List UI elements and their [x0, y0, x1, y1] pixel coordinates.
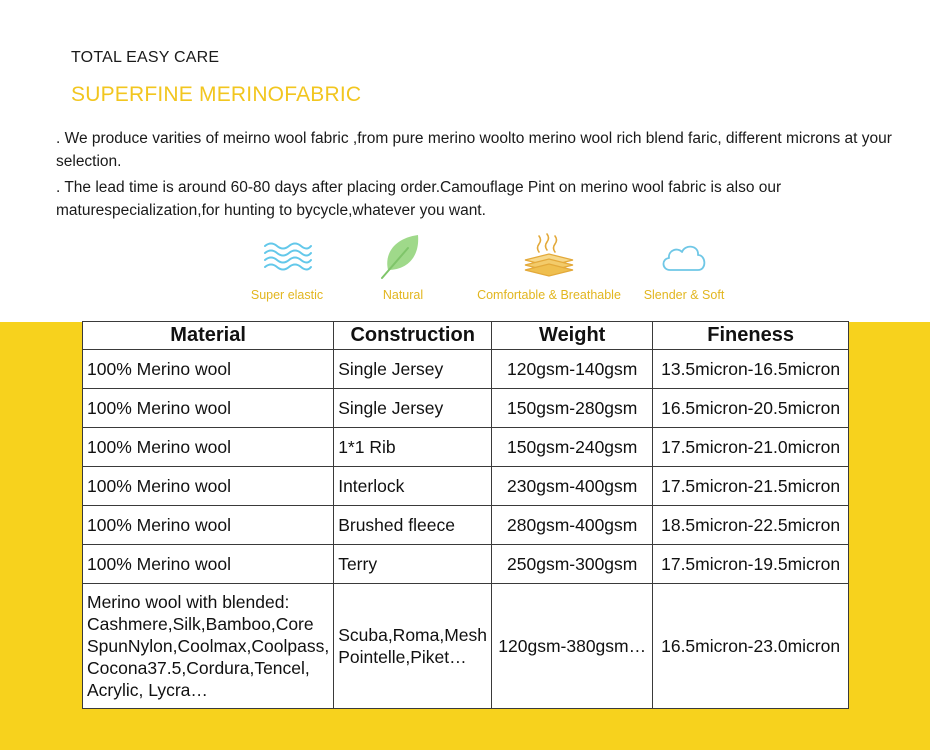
material-cell: 100% Merino wool	[83, 506, 334, 545]
material-cell: 100% Merino wool	[83, 545, 334, 584]
fineness-cell: 17.5micron-19.5micron	[653, 545, 849, 584]
section-kicker: TOTAL EASY CARE	[71, 49, 220, 66]
column-header-fineness: Fineness	[653, 322, 849, 350]
column-header-construction: Construction	[334, 322, 492, 350]
fineness-cell: 16.5micron-20.5micron	[653, 389, 849, 428]
material-cell: 100% Merino wool	[83, 350, 334, 389]
cloud-icon	[604, 228, 764, 286]
weight-cell: 250gsm-300gsm	[492, 545, 653, 584]
construction-cell: 1*1 Rib	[334, 428, 492, 467]
table-row	[83, 545, 849, 584]
material-cell: Merino wool with blended: Cashmere,Silk,Bamboo,Core SpunNylon,Coolmax,Coolpass, Cocona37.5,Cordura,Tencel, Acrylic, Lycra…	[83, 584, 334, 709]
construction-cell: Single Jersey	[334, 389, 492, 428]
fineness-cell: 17.5micron-21.5micron	[653, 467, 849, 506]
weight-cell: 150gsm-240gsm	[492, 428, 653, 467]
leaf-icon	[323, 228, 483, 286]
fineness-cell: 18.5micron-22.5micron	[653, 506, 849, 545]
weight-cell: 230gsm-400gsm	[492, 467, 653, 506]
weight-cell: 120gsm-140gsm	[492, 350, 653, 389]
column-header-weight: Weight	[492, 322, 653, 350]
construction-cell: Terry	[334, 545, 492, 584]
table-row	[83, 506, 849, 545]
feature-label: Natural	[382, 288, 424, 302]
description-paragraph-2: . The lead time is around 60-80 days after placing order.Camouflage Pint on merino wool fabric is also our maturespecialization,for hunting to bycycle,whatever you want.	[56, 179, 782, 219]
page-title: SUPERFINE MERINOFABRIC	[71, 83, 362, 106]
feature-label: Super elastic	[250, 288, 324, 302]
fabric-spec-table	[82, 321, 849, 709]
material-cell: 100% Merino wool	[83, 467, 334, 506]
fineness-cell: 13.5micron-16.5micron	[653, 350, 849, 389]
table-header-row	[83, 322, 849, 350]
feature-natural	[323, 228, 483, 302]
weight-cell: 120gsm-380gsm…	[492, 584, 653, 709]
construction-cell: Interlock	[334, 467, 492, 506]
weight-cell: 150gsm-280gsm	[492, 389, 653, 428]
table-row	[83, 350, 849, 389]
feature-label: Comfortable & Breathable	[477, 288, 621, 302]
feature-label: Slender & Soft	[643, 288, 725, 302]
column-header-material: Material	[83, 322, 334, 350]
fineness-cell: 16.5micron-23.0micron	[653, 584, 849, 709]
description-paragraph-1: . We produce varities of meirno wool fabric ,from pure merino woolto merino wool rich blend faric, different microns at your selection.	[56, 130, 892, 170]
table-row	[83, 389, 849, 428]
feature-slender-soft	[604, 228, 764, 302]
construction-cell: Scuba,Roma,Mesh Pointelle,Piket…	[334, 584, 492, 709]
table-row	[83, 428, 849, 467]
construction-cell: Brushed fleece	[334, 506, 492, 545]
fineness-cell: 17.5micron-21.0micron	[653, 428, 849, 467]
construction-cell: Single Jersey	[334, 350, 492, 389]
weight-cell: 280gsm-400gsm	[492, 506, 653, 545]
material-cell: 100% Merino wool	[83, 389, 334, 428]
table-row	[83, 467, 849, 506]
table-row	[83, 584, 849, 709]
material-cell: 100% Merino wool	[83, 428, 334, 467]
